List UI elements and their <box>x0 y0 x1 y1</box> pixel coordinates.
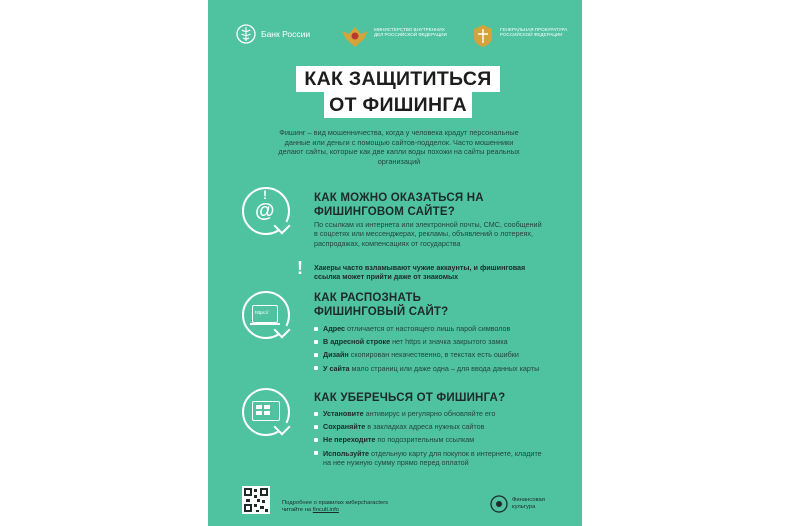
list-item: В адресной строке нет https и значка закрытого замка <box>314 337 550 346</box>
section-2-icon <box>242 291 294 343</box>
list-item: Используйте отдельную карту для покупок в интернете, кладите на нее нужную сумму прямо перед оплатой <box>314 449 550 467</box>
laptop-icon <box>252 305 278 323</box>
section-2-list <box>314 324 550 377</box>
warning-exclamation-icon: ! <box>297 258 303 278</box>
section-1-title: КАК МОЖНО ОКАЗАТЬСЯ НА ФИШИНГОВОМ САЙТЕ? <box>314 192 484 218</box>
at-sign-icon: @ <box>255 200 275 222</box>
list-item: Адрес отличается от настоящего лишь парой символов <box>314 324 550 333</box>
section-3-title: КАК УБЕРЕЧЬСЯ ОТ ФИШИНГА? <box>314 392 506 404</box>
qr-code-icon <box>242 486 270 514</box>
https-label: https:// <box>255 310 269 315</box>
footer-site-link[interactable]: fincult.info <box>312 506 339 513</box>
bank-of-russia-logo <box>236 24 316 48</box>
fin-culture-icon <box>490 495 508 513</box>
phishing-poster <box>208 0 582 526</box>
list-item: Установите антивирус и регулярно обновляйте его <box>314 409 550 418</box>
list-item: У сайта мало страниц или даже одна – для ввода данных карты <box>314 364 550 373</box>
mvd-logo <box>340 22 450 50</box>
prosecutor-logo <box>470 22 580 50</box>
section-1-text: По ссылкам из интернета или электронной почты, СМС, сообщений в соцсетях или мессенджерах, рекламы, объявлений о лотереях, распродажах, компенсациях от государства <box>314 220 542 248</box>
list-item: Дизайн скопирован некачественно, в текстах есть ошибки <box>314 350 550 359</box>
section-1-icon <box>242 187 294 239</box>
section-3-list <box>314 409 550 471</box>
laptop-base-icon <box>250 323 280 325</box>
bank-of-russia-emblem-icon <box>236 24 256 44</box>
footer-more-info: Подробнее о правилах киберcharacters читайте на fincult.info <box>282 500 389 513</box>
eagle-emblem-icon <box>340 23 370 49</box>
intro-text: Фишинг – вид мошенничества, когда у человека крадут персональные данные или деньги с помощью сайтов-подделок. Часто мошенники делают сайты, которые как две капли воды похожи на сайты реальных организаций <box>278 128 520 166</box>
poster-title-line2: ОТ ФИШИНГА <box>324 92 472 118</box>
list-item: Не переходите по подозрительным ссылкам <box>314 435 550 444</box>
section-3-icon <box>242 388 294 440</box>
poster-title-line1: КАК ЗАЩИТИТЬСЯ <box>296 66 500 92</box>
prosecutor-emblem-icon <box>470 23 496 49</box>
list-item: Сохраняйте в закладках адреса нужных сайтов <box>314 422 550 431</box>
section-2-title: КАК РАСПОЗНАТЬ ФИШИНГОВЫЙ САЙТ? <box>314 292 449 318</box>
section-1-warning: Хакеры часто взламывают чужие аккаунты, и фишинговая ссылка может прийти даже от знакомых <box>314 263 526 282</box>
exclamation-small-icon: ! <box>263 188 267 202</box>
fin-culture-logo <box>490 494 574 516</box>
bank-name: Банк России <box>261 29 311 39</box>
fin-culture-text: Финансовая культура <box>512 497 545 510</box>
monitor-grid-icon <box>252 401 280 421</box>
prosecutor-name: ГЕНЕРАЛЬНАЯ ПРОКУРАТУРА РОССИЙСКОЙ ФЕДЕРАЦИИ <box>500 27 568 38</box>
mvd-name: МИНИСТЕРСТВО ВНУТРЕННИХ ДЕЛ РОССИЙСКОЙ ФЕДЕРАЦИИ <box>374 27 447 38</box>
